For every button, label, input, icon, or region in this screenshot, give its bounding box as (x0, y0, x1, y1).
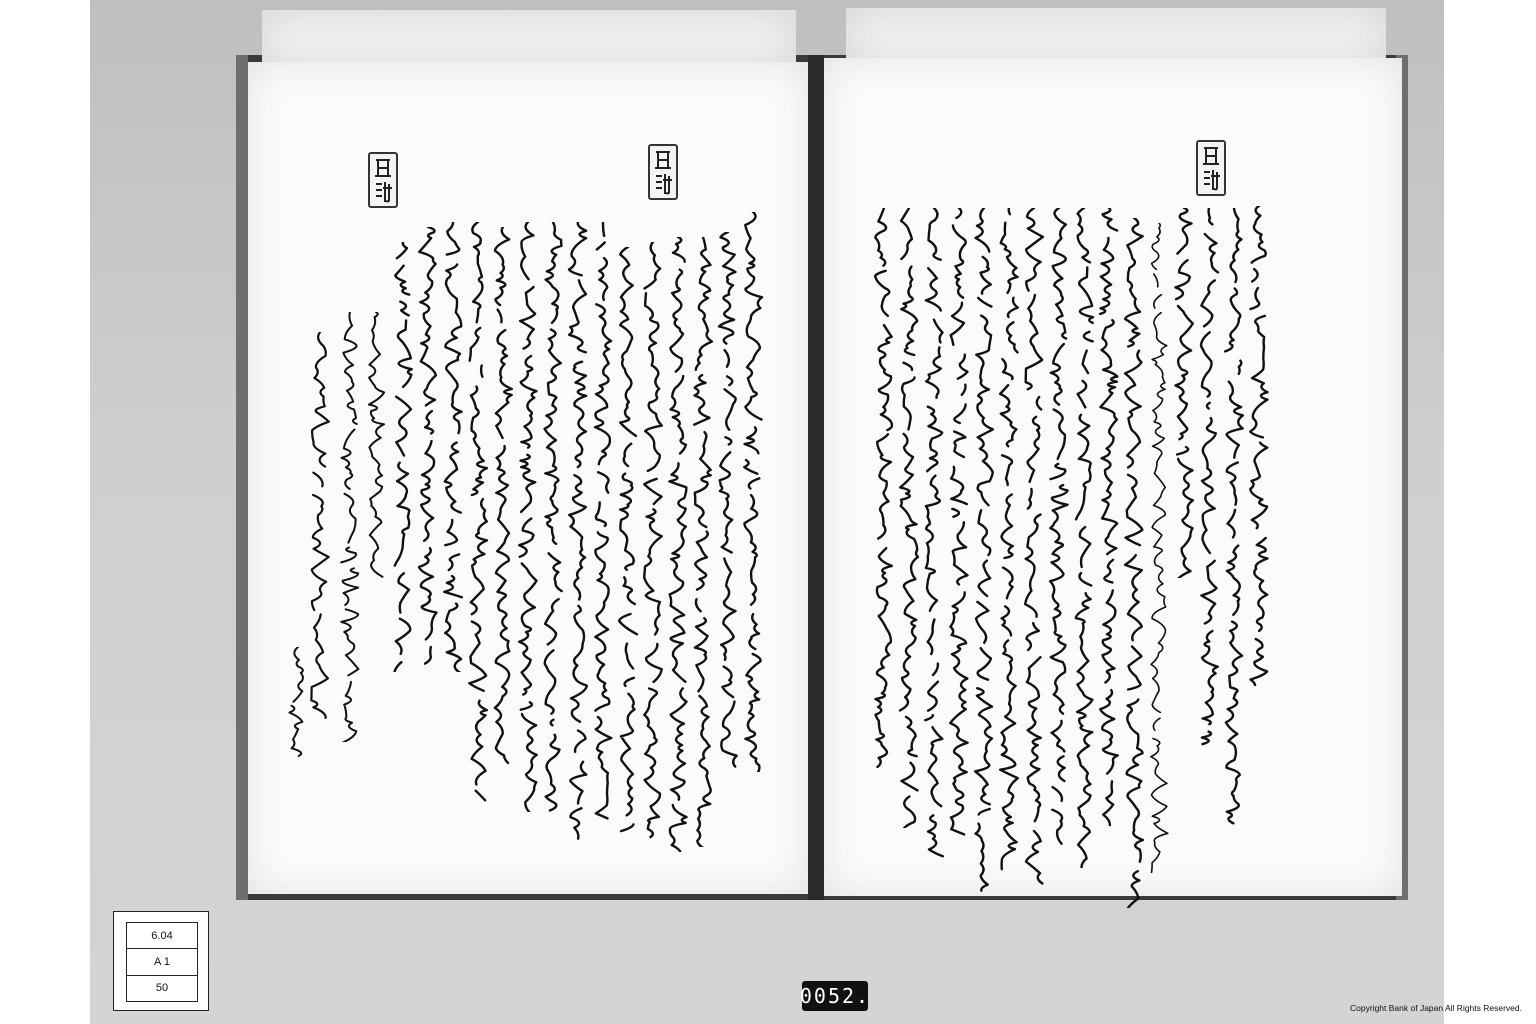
handwritten-column (443, 222, 463, 672)
handwritten-column (568, 222, 588, 842)
handwritten-column (288, 647, 308, 757)
handwritten-column (340, 312, 360, 742)
archive-label-row: 6.04 (127, 923, 197, 949)
handwritten-column (693, 237, 713, 847)
underlying-sheet-left (262, 10, 796, 70)
handwritten-column (393, 242, 413, 672)
handwritten-column (643, 242, 663, 842)
archive-label-row: 50 (155, 982, 169, 995)
revision-seal-stamp (1196, 140, 1226, 196)
archive-label-grid (126, 922, 198, 1002)
handwritten-column (593, 222, 613, 822)
handwritten-column (518, 222, 538, 812)
handwritten-column (899, 208, 919, 828)
revision-seal-stamp (648, 144, 678, 200)
handwritten-column (1099, 208, 1119, 828)
handwritten-column (668, 237, 688, 852)
handwritten-column (974, 208, 994, 898)
handwritten-column (1174, 208, 1194, 578)
handwritten-column (618, 247, 638, 837)
handwritten-column (1199, 208, 1219, 748)
handwritten-column (1024, 208, 1044, 888)
frame-number: 0052. (802, 981, 868, 1011)
handwritten-column (924, 208, 944, 858)
handwritten-column (1074, 208, 1094, 868)
handwritten-column (366, 312, 386, 582)
archive-label (113, 911, 209, 1011)
archive-label-row: A 1 (127, 949, 197, 975)
handwritten-column (999, 208, 1019, 878)
left-page (248, 62, 808, 894)
handwritten-column (543, 222, 563, 812)
handwritten-column (949, 208, 969, 838)
handwritten-column (418, 227, 438, 667)
handwritten-column (493, 227, 513, 767)
handwritten-column (1249, 206, 1269, 686)
right-page (824, 58, 1402, 896)
revision-seal-stamp (368, 152, 398, 208)
copyright-notice: Copyright Bank of Japan All Rights Reserved. (1350, 1003, 1522, 1013)
handwritten-column (874, 208, 894, 768)
handwritten-column (1124, 218, 1144, 908)
handwritten-column (1149, 223, 1169, 873)
handwritten-column (1049, 208, 1069, 848)
handwritten-column (468, 222, 488, 802)
left-book-edge (236, 55, 248, 900)
handwritten-column (718, 232, 738, 772)
handwritten-column (310, 332, 330, 722)
handwritten-column (743, 212, 763, 772)
book-gutter (808, 55, 824, 900)
handwritten-column (1224, 208, 1244, 828)
